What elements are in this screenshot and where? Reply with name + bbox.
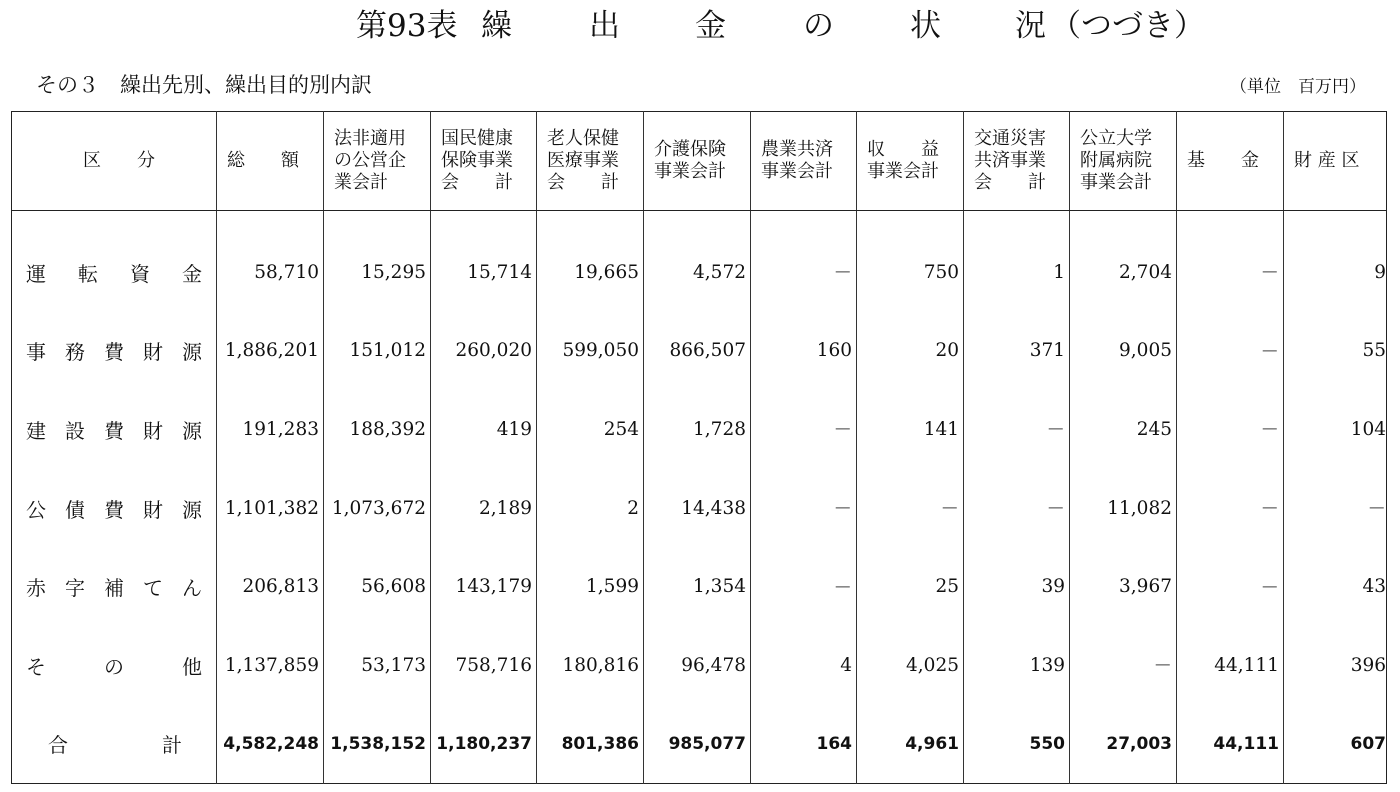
cell-value: 15,714 <box>431 211 537 312</box>
cell-value: 801,386 <box>537 705 644 784</box>
cell-value: 188,392 <box>324 390 431 469</box>
cell-value: 141 <box>857 390 964 469</box>
column-header <box>324 112 431 211</box>
header-line: 法非適用 <box>334 128 406 149</box>
header-line: 共済事業 <box>974 150 1046 171</box>
cell-value: 750 <box>857 211 964 312</box>
cell-value: 9 <box>1374 261 1386 283</box>
cell-value: 2 <box>537 469 644 548</box>
cell-value: 419 <box>431 390 537 469</box>
cell-value: 43 <box>1362 576 1386 598</box>
cell-value: 1,101,382 <box>217 469 324 548</box>
cell-value: 143,179 <box>431 547 537 626</box>
table-row <box>12 469 1387 548</box>
header-line: 保険事業 <box>441 150 513 171</box>
page-title <box>0 2 1400 50</box>
cell-value: 1,137,859 <box>217 626 324 705</box>
cell-value: 758,716 <box>431 626 537 705</box>
table-header <box>12 112 1387 211</box>
table-row <box>12 211 1387 312</box>
column-header <box>857 112 964 211</box>
cell-value: － <box>1070 626 1177 705</box>
column-header <box>1284 112 1387 211</box>
cell-value: － <box>751 211 857 312</box>
cell-value: 371 <box>964 312 1070 391</box>
cell-value: 599,050 <box>537 312 644 391</box>
cell-value: 3,967 <box>1070 547 1177 626</box>
row-label-text: 建 設 費 財 源 <box>26 418 202 443</box>
table-row <box>12 312 1387 391</box>
cell-value: 260,020 <box>431 312 537 391</box>
header-line: 会 計 <box>441 172 513 193</box>
row-label <box>12 390 217 469</box>
cell-value: 56,608 <box>324 547 431 626</box>
cell-value: 1,354 <box>644 547 751 626</box>
header-line: 会 計 <box>547 172 619 193</box>
header-line: 事業会計 <box>761 161 833 182</box>
cell-value: 104 <box>1350 418 1386 440</box>
title-part: 出 <box>589 8 620 44</box>
cell-value: － <box>1367 499 1386 521</box>
row-label <box>12 705 217 784</box>
table-body <box>12 211 1387 784</box>
title-part: 状 <box>910 8 941 44</box>
row-label-text: 運 転 資 金 <box>26 261 202 286</box>
header-line: 基 金 <box>1187 150 1259 171</box>
cell-value: 550 <box>964 705 1070 784</box>
unit-label: （単位 百万円） <box>1230 77 1366 97</box>
header-line: 事業会計 <box>654 161 726 182</box>
header-line: 附属病院 <box>1080 150 1152 171</box>
cell-value: － <box>751 390 857 469</box>
cell-value: 1,886,201 <box>217 312 324 391</box>
row-label-text: そ の 他 <box>26 654 202 679</box>
cell-value: 4,025 <box>857 626 964 705</box>
cell-value: 164 <box>751 705 857 784</box>
cell-value: 15,295 <box>324 211 431 312</box>
column-header <box>751 112 857 211</box>
cell-value: 58,710 <box>217 211 324 312</box>
cell-value: 1 <box>964 211 1070 312</box>
cell-value: 1,728 <box>644 390 751 469</box>
header-line: 区 分 <box>83 150 155 171</box>
cell-value: 985,077 <box>644 705 751 784</box>
cell-value: 191,283 <box>217 390 324 469</box>
header-line: 農業共済 <box>761 139 833 160</box>
column-header <box>537 112 644 211</box>
cell-value: 396 <box>1350 654 1386 676</box>
cell-value: 2,704 <box>1070 211 1177 312</box>
cell-value: － <box>1177 547 1284 626</box>
row-label-text: 公 債 費 財 源 <box>26 497 202 522</box>
cell-value: 2,189 <box>431 469 537 548</box>
row-label-text: 合 計 <box>48 733 182 758</box>
header-line: 介護保険 <box>654 139 726 160</box>
cell-value: 245 <box>1070 390 1177 469</box>
title-part: 況 <box>1015 8 1046 44</box>
row-label <box>12 469 217 548</box>
cell-value: 1,538,152 <box>324 705 431 784</box>
cell-value: 607 <box>1350 733 1386 754</box>
column-header <box>1177 112 1284 211</box>
cell-value: 1,599 <box>537 547 644 626</box>
cell-value: 19,665 <box>537 211 644 312</box>
cell-value: 44,111 <box>1177 626 1284 705</box>
title-part: 第93表 <box>356 8 458 44</box>
table-subtitle: その３ 繰出先別、繰出目的別内訳 <box>36 73 372 97</box>
cell-value: 866,507 <box>644 312 751 391</box>
cell-value: － <box>857 469 964 548</box>
cell-value: 4,582,248 <box>217 705 324 784</box>
cell-value: 1,180,237 <box>431 705 537 784</box>
title-part: 金 <box>695 8 726 44</box>
cell-value: － <box>964 390 1070 469</box>
cell-value: 139 <box>964 626 1070 705</box>
header-line: 事業会計 <box>867 161 939 182</box>
table-row <box>12 390 1387 469</box>
cell-value: 4,572 <box>644 211 751 312</box>
cell-value: － <box>751 547 857 626</box>
header-line: 財 産 区 <box>1294 150 1360 171</box>
data-table <box>11 111 1387 784</box>
column-header <box>644 112 751 211</box>
cell-value: 39 <box>964 547 1070 626</box>
column-header <box>1070 112 1177 211</box>
row-label <box>12 626 217 705</box>
cell-value: 44,111 <box>1177 705 1284 784</box>
cell-value: 4 <box>751 626 857 705</box>
row-label <box>12 547 217 626</box>
column-header <box>964 112 1070 211</box>
column-header <box>431 112 537 211</box>
total-row <box>12 705 1387 784</box>
header-line: 総 額 <box>227 150 299 171</box>
cell-value: 20 <box>857 312 964 391</box>
row-label-text: 赤 字 補 て ん <box>26 576 202 601</box>
column-header <box>217 112 324 211</box>
cell-value: － <box>1177 211 1284 312</box>
title-part: （つづき） <box>1050 8 1205 44</box>
cell-value: 55 <box>1362 340 1386 362</box>
cell-value: － <box>1177 469 1284 548</box>
cell-value: － <box>964 469 1070 548</box>
title-part: の <box>803 8 834 44</box>
header-line: 会 計 <box>974 172 1046 193</box>
cell-value: 25 <box>857 547 964 626</box>
title-part: 繰 <box>481 8 512 44</box>
cell-value: 96,478 <box>644 626 751 705</box>
header-line: 事業会計 <box>1080 172 1152 193</box>
header-line: 収 益 <box>867 139 939 160</box>
cell-value: － <box>751 469 857 548</box>
cell-value: 14,438 <box>644 469 751 548</box>
cell-value: 4,961 <box>857 705 964 784</box>
header-line: 業会計 <box>334 172 388 193</box>
header-line: の公営企 <box>334 150 406 171</box>
cell-value: 1,073,672 <box>324 469 431 548</box>
cell-value: 11,082 <box>1070 469 1177 548</box>
row-label <box>12 312 217 391</box>
header-line: 国民健康 <box>441 128 513 149</box>
row-label <box>12 211 217 312</box>
cell-value: 180,816 <box>537 626 644 705</box>
cell-value: 9,005 <box>1070 312 1177 391</box>
cell-value: 160 <box>751 312 857 391</box>
header-kubun <box>12 112 217 211</box>
cell-value: 151,012 <box>324 312 431 391</box>
header-line: 公立大学 <box>1080 128 1152 149</box>
header-line: 医療事業 <box>547 150 619 171</box>
cell-value: 27,003 <box>1070 705 1177 784</box>
cell-value: － <box>1177 312 1284 391</box>
cell-value: 254 <box>537 390 644 469</box>
header-line: 老人保健 <box>547 128 619 149</box>
row-label-text: 事 務 費 財 源 <box>26 340 202 365</box>
cell-value: 53,173 <box>324 626 431 705</box>
table-row <box>12 626 1387 705</box>
header-line: 交通災害 <box>974 128 1046 149</box>
cell-value: 206,813 <box>217 547 324 626</box>
table-row <box>12 547 1387 626</box>
cell-value: － <box>1177 390 1284 469</box>
